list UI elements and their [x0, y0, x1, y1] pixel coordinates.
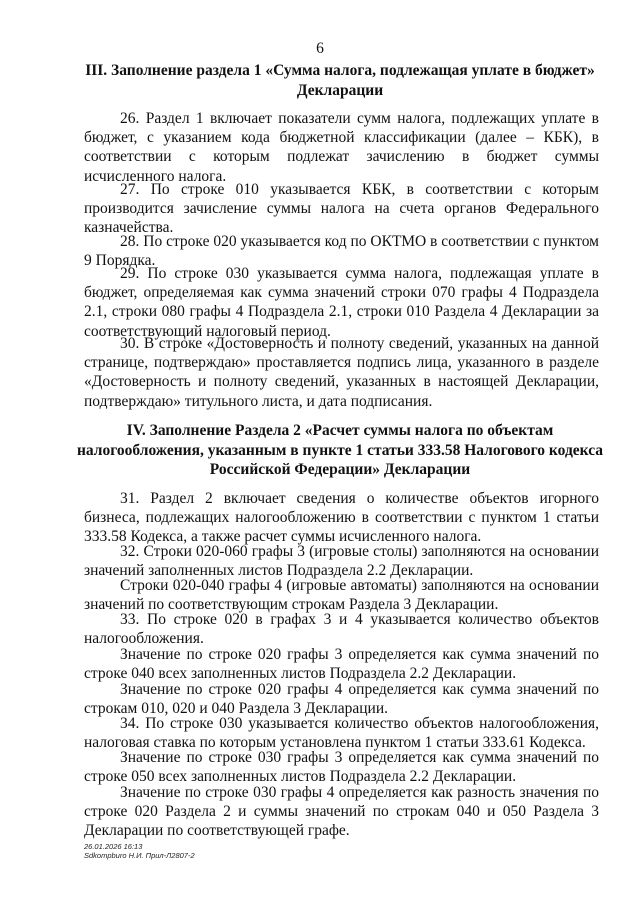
paragraph-33-graph-3: Значение по строке 020 графы 3 определяется как сумма значений по строке 040 всех заполненных листов Подраздела 2.2 Декларации.	[84, 646, 599, 683]
paragraph-29: 29. По строке 030 указывается сумма налога, подлежащая уплате в бюджет, определяемая как сумма значений строки 070 графы 4 Подраздела 2.1, строки 080 графы 4 Подраздела 2.1, строки 010 Раздела 4 Декларации за соответствующий налоговый период.	[84, 265, 599, 340]
paragraph-33-graph-4: Значение по строке 020 графы 4 определяется как сумма значений по строкам 010, 020 и 040 Раздела 3 Декларации.	[84, 681, 599, 718]
paragraph-33: 33. По строке 020 в графах 3 и 4 указывается количество объектов налогообложения.	[84, 611, 599, 648]
section-4-heading-line-1: IV. Заполнение Раздела 2 «Расчет суммы налога по объектам	[126, 422, 554, 439]
section-4-heading	[70, 421, 610, 480]
paragraph-34-graph-4: Значение по строке 030 графы 4 определяется как разность значения по строке 020 Раздела 2 и суммы значений по строкам 040 и 050 Раздела 3 Декларации по соответствующей графе.	[84, 784, 599, 840]
footer-user: Sdkompburo Н.И. Прил-Л2807-2	[84, 851, 195, 860]
section-3-heading-line-2: Декларации	[296, 81, 384, 99]
paragraph-32-cont: Строки 020-040 графы 4 (игровые автоматы) заполняются на основании значений по соответствующим строкам Раздела 3 Декларации.	[84, 577, 599, 614]
paragraph-28: 28. По строке 020 указывается код по ОКТМО в соответствии с пунктом 9 Порядка.	[84, 233, 599, 270]
paragraph-32: 32. Строки 020-060 графы 3 (игровые столы) заполняются на основании значений заполненных листов Подраздела 2.2 Декларации.	[84, 543, 599, 580]
section-4-heading-line-3: Российской Федерации» Декларации	[209, 461, 471, 478]
section-3-heading	[70, 61, 610, 100]
section-4-heading-line-2: налогообложения, указанным в пункте 1 статьи 333.58 Налогового кодекса	[76, 441, 604, 459]
section-3-heading-line-1: III. Заполнение раздела 1 «Сумма налога, подлежащая уплате в бюджет»	[85, 62, 595, 79]
paragraph-31: 31. Раздел 2 включает сведения о количестве объектов игорного бизнеса, подлежащих налогообложению в соответствии с пунктом 1 статьи 333.58 Кодекса, а также расчет суммы исчисленного налога.	[84, 490, 599, 546]
paragraph-34-graph-3: Значение по строке 030 графы 3 определяется как сумма значений по строке 050 всех заполненных листов Подраздела 2.2 Декларации.	[84, 749, 599, 786]
page-number: 6	[316, 40, 324, 57]
paragraph-34: 34. По строке 030 указывается количество объектов налогообложения, налоговая ставка по которым установлена пунктом 1 статьи 333.61 Кодекса.	[84, 715, 599, 752]
paragraph-30: 30. В строке «Достоверность и полноту сведений, указанных на данной странице, подтверждаю» проставляется подпись лица, указанного в разделе «Достоверность и полноту сведений, указанных в настоящей Декларации, подтверждаю» титульного листа, и дата подписания.	[84, 335, 599, 410]
footer-date: 26.01.2026 16:13	[84, 842, 143, 851]
paragraph-26: 26. Раздел 1 включает показатели сумм налога, подлежащих уплате в бюджет, с указанием кода бюджетной классификации (далее – КБК), в соответствии с которым подлежат зачислению в бюджет суммы исчисленного налога.	[84, 110, 599, 185]
paragraph-27: 27. По строке 010 указывается КБК, в соответствии с которым производится зачисление суммы налога на счета органов Федерального казначейства.	[84, 181, 599, 237]
